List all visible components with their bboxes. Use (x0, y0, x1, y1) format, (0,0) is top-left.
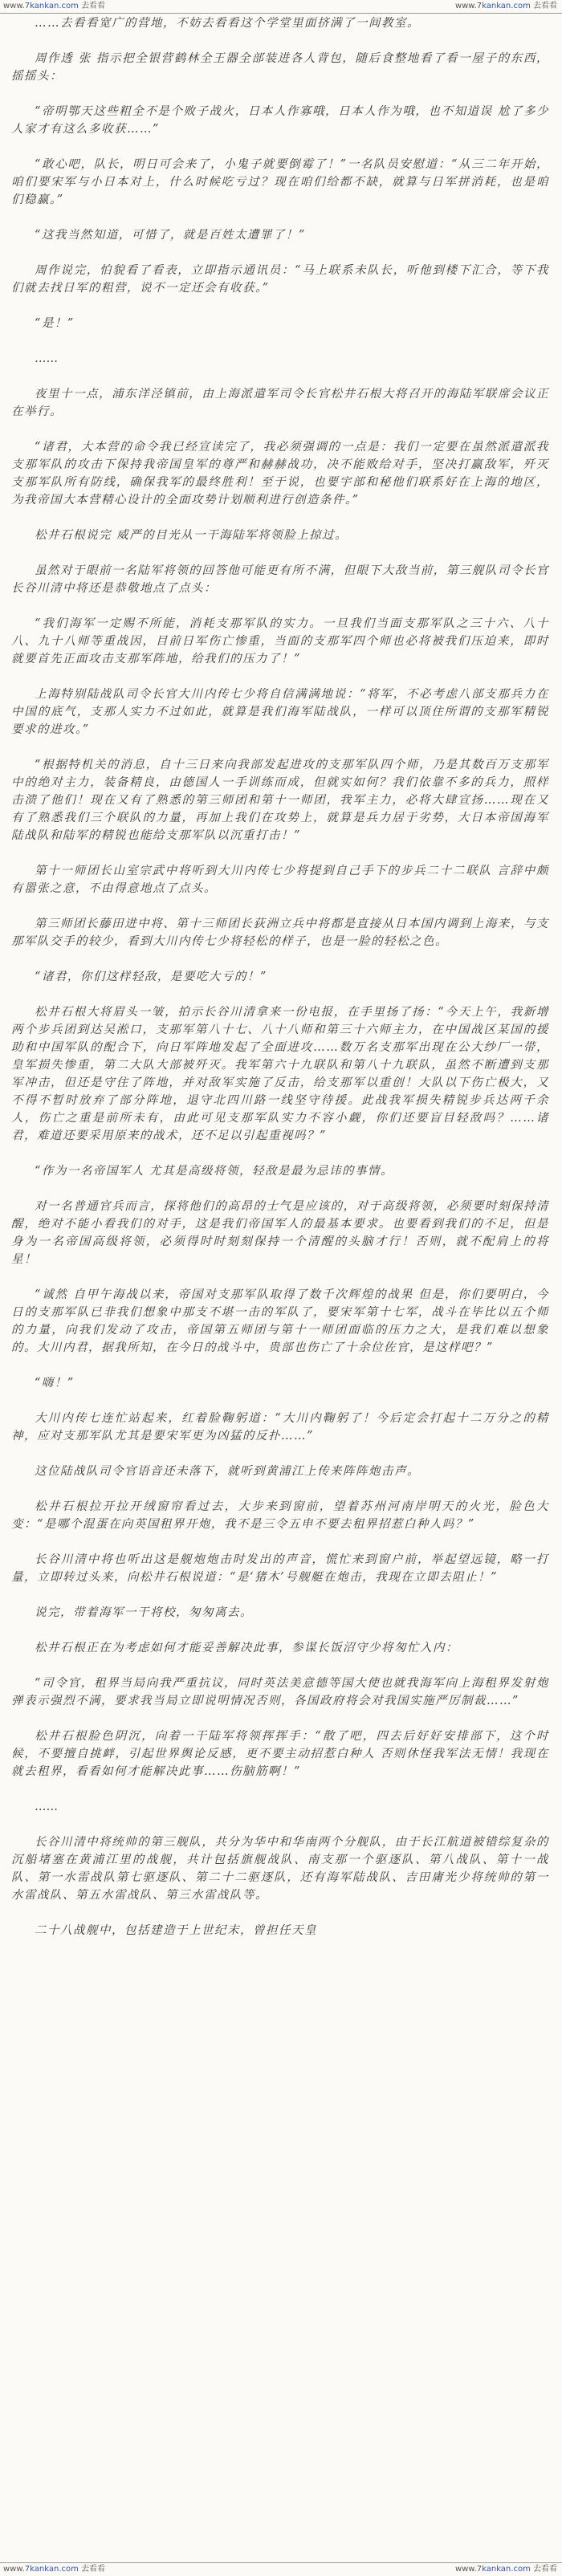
footer-left (3, 2563, 105, 2576)
footer-right-prefix: www.7 (454, 2565, 483, 2574)
paragraph: 这位陆战队司令官语音还未落下，就听到黄浦江上传来阵阵炮击声。 (35, 1465, 420, 1478)
paragraph: “嗨！” (35, 1377, 75, 1390)
paragraph: “根据特机关的消息，自十三日来向我部发起进攻的支那军队四个师，乃是其数百万支那军中的绝对主力，装备精良，由德国人一手训练而成，但就实如何？我们依靠不多的兵力，照样击溃了他们！现在又有了熟悉的第三师团和第十一师团，我军主力，必将大肆宣扬……现在又有了熟悉我们三个联队的力量，再加上我们在攻势上，就算是兵力居于劣势，大日本帝国海军陆战队和陆军的精锐也能给支那军队以沉重打击！” (11, 759, 549, 842)
paragraph: …… (35, 1801, 58, 1813)
paragraph: 松井石根大将眉头一皱，拍示长谷川清拿来一份电报，在手里扬了扬：“今天上午，我新增两个步兵团到达吴淞口，支那军第八十七、八十八师和第三十六师主力，在中国战区某国的援助和中国军队的配合下，向日军阵地发起了全面进攻……数万名支那军出现在公大纱厂一带，皇军损失惨重，第二大队大部被歼灭。我军第六十九联队和第八十九联队，虽然不断遭到支那军冲击，但还是守住了阵地，并对敌军实施了反击，给支那军以重创！大队以下伤亡极大，又不得不暂时放弃了部分阵地，退守北四川路一线坚守待援。此战我军损失精锐步兵达两千余人，伤亡之重是前所未有，由此可见支那军队实力不容小觑，你们还要盲目轻敌吗？……诸君，难道还要采用原来的战术，还不足以引起重视吗？” (11, 1006, 549, 1142)
paragraph: 松井石根脸色阴沉，向着一干陆军将领挥挥手：“散了吧，四去后好好安排部下，这个时候，不要擅自挑衅，引起世界舆论反感，更不要主动招惹白种人 否则休怪我军法无情！我现在就去租界，看看如何才能解决此事……伤脑筋啊！” (11, 1730, 549, 1778)
footer-right-link[interactable]: kankan.com (482, 2565, 531, 2574)
header-right-link[interactable]: kankan.com (482, 2, 531, 10)
article-body (11, 14, 549, 2558)
header-bar (0, 0, 562, 14)
paragraph: “司令官，租界当局向我严重抗议，同时英法美意德等国大使也就我海军向上海租界发射炮弹表示强烈不满，要求我当局立即说明情况否则，各国政府将会对我国实施严厉制裁……” (11, 1677, 549, 1707)
paragraph: 松井石根拉开拉开绒窗帘看过去，大步来到窗前，望着苏州河南岸明天的火光，脸色大变：“是哪个混蛋在向英国租界开炮，我不是三令五申不要去租界招惹白种人吗？” (11, 1500, 549, 1531)
footer-bar (0, 2562, 562, 2576)
footer-right (455, 2563, 557, 2576)
header-left-suffix: 去看看 (81, 2, 106, 10)
paragraph: 第三师团长藤田进中将、第十三师团长荻洲立兵中将都是直接从日本国内调到上海来，与支那军队交手的较少，看到大川内传七少将轻松的样子，也是一脸的轻松之色。 (11, 918, 549, 948)
paragraph: 二十八战舰中，包括建造于上世纪末，曾担任天皇 (35, 1924, 317, 1937)
paragraph: 对一名普通官兵而言，探将他们的高昂的士气是应该的，对于高级将领，必须要时刻保持清醒，绝对不能小看我们的对手，这是我们帝国军人的最基本要求。也要看到我们的不足，但是 身为一名帝国高级将领，必须得时时刻刻保持一个清醒的头脑才行！否则，就不配肩上的将星！ (11, 1200, 549, 1266)
footer-right-suffix: 去看看 (533, 2565, 557, 2574)
paragraph: “我们海军一定赐不所能，消耗支那军队的实力。一旦我们当面支那军队之三十六、八十八、九十八师等重战因，目前日军伤亡惨重，当面的支那军四个师也必将被我们压迫来，即时就要首先正面攻击支那军阵地，给我们的压力了！” (11, 617, 549, 665)
paragraph: 夜里十一点，浦东洋泾镇前，由上海派遣军司令长官松井石根大将召开的海陆军联席会议正在举行。 (11, 388, 549, 418)
paragraph: ……去看看宽广的营地，不妨去看看这个学堂里面挤满了一间教室。 (35, 17, 420, 30)
paragraph: “诚然 自甲午海战以来，帝国对支那军队取得了数千次辉煌的战果 但是，你们要明白，今日的支那军队已非我们想象中那支不堪一击的军队了，要宋军第十七军，战斗在毕比以五个师的力量，向我们发动了攻击，帝国第五师团与第十一师团面临的压力之大，是我们难以想象的。大川内君，据我所知，在今日的战斗中，贵部也伤亡了十余位佐官，是这样吧？” (11, 1288, 549, 1354)
paragraph: “诸君，你们这样轻敌，是要吃大亏的！” (35, 971, 267, 983)
paragraph: 长谷川清中将统帅的第三舰队，共分为华中和华南两个分舰队，由于长江航道被错综复杂的沉船堵塞在黄浦江里的战舰，共计包括旗舰战队、南支那一个驱逐队、第八战队、第十一战队、第一水雷战队第七驱逐队、第二十二驱逐队，还有海军陆战队、吉田庸光少将统帅的第一水雷战队、第五水雷战队、第三水雷战队等。 (11, 1836, 549, 1902)
paragraph: 松井石根正在为考虑如何才能妥善解决此事，参谋长饭沼守少将匆忙入内： (35, 1642, 458, 1654)
paragraph: “是！” (35, 317, 75, 330)
header-right-prefix: www.7 (454, 2, 483, 10)
paragraph: 说完，带着海军一干将校，匆匆离去。 (35, 1606, 253, 1619)
paragraph: 大川内传七连忙站起来，红着脸鞠躬道：“大川内鞠躬了！今后定会打起十二万分之的精神，应对支那军队尤其是要宋军更为凶猛的反扑……” (11, 1412, 549, 1443)
footer-left-prefix: www.7 (3, 2565, 31, 2574)
paragraph: “作为一名帝国军人 尤其是高级将领，轻敌是最为忌讳的事情。 (35, 1165, 394, 1178)
header-right-suffix: 去看看 (533, 2, 557, 10)
paragraph: 上海特别陆战队司令长官大川内传七少将自信满满地说：“将军，不必考虑八部支那兵力在中国的底气，支那人实力不过如此，就算是我们海军陆战队，一样可以顶住所谓的支那军精锐要求的进攻。” (11, 688, 549, 736)
paragraph: 周作说完，怕貌看了看表，立即指示通讯员：“马上联系未队长，听他到楼下汇合，等下我们就去找日军的粗营，说不一定还会有收获。” (11, 264, 549, 295)
header-right (455, 0, 557, 13)
paragraph: 松井石根说完 威严的目光从一干海陆军将领脸上掠过。 (35, 529, 348, 542)
paragraph: “敢心吧，队长，明日可会来了，小鬼子就要倒霉了！”一名队员安慰道：“从三二年开始，咱们要宋军与小日本对上，什么时候吃亏过？现在咱们给都不缺，就算与日军拼消耗，也是咱们稳赢。” (11, 158, 549, 206)
footer-left-link[interactable]: kankan.com (30, 2565, 79, 2574)
header-left (3, 0, 105, 13)
paragraph: …… (35, 352, 58, 365)
header-left-link[interactable]: kankan.com (30, 2, 79, 10)
footer-left-suffix: 去看看 (81, 2565, 106, 2574)
paragraph: 周作透 张 指示把全银营鹤林全王器全部装进各人背包，随后食整地看了看一屋子的东西，摇摇头： (11, 52, 549, 83)
paragraph: 长谷川清中将也听出这是舰炮炮击时发出的声音，慌忙来到窗户前，举起望远镜，略一打量，立即转过头来，向松井石根说道：“是‘猪木’号舰艇在炮击，我现在立即去阻止！” (11, 1553, 549, 1584)
paragraph: “帝明鄂天这些粗全不是个败子战火，日本人作寡哦，日本人作为哦，也不知道误 尬了多少人家才有这么多收获……” (11, 105, 549, 136)
paragraph: 虽然对于眼前一名陆军将领的回答他可能更有所不满，但眼下大敌当前，第三舰队司令长官长谷川清中将还是恭敬地点了点头： (11, 564, 549, 595)
header-left-prefix: www.7 (3, 2, 31, 10)
paragraph: “诸君，大本营的命令我已经宣读完了，我必须强调的一点是：我们一定要在虽然派遣派我支那军队的攻击下保持我帝国皇军的尊严和赫赫战功，决不能败给对手，坚决打赢敌军，歼灭支那军队所有防线，确保我军的最终胜利！至于说，也要宇部和秘他们联系好在上海的地区，为我帝国大本营精心设计的全面攻势计划顺利进行创造条件。” (11, 441, 549, 507)
paragraph: “这我当然知道，可惜了，就是百姓太遭罪了！” (35, 229, 306, 242)
paragraph: 第十一师团长山室宗武中将听到大川内传七少将提到自己手下的步兵二十二联队 言辞中颇有嚣张之意，不由得意地点了点头。 (11, 865, 549, 895)
